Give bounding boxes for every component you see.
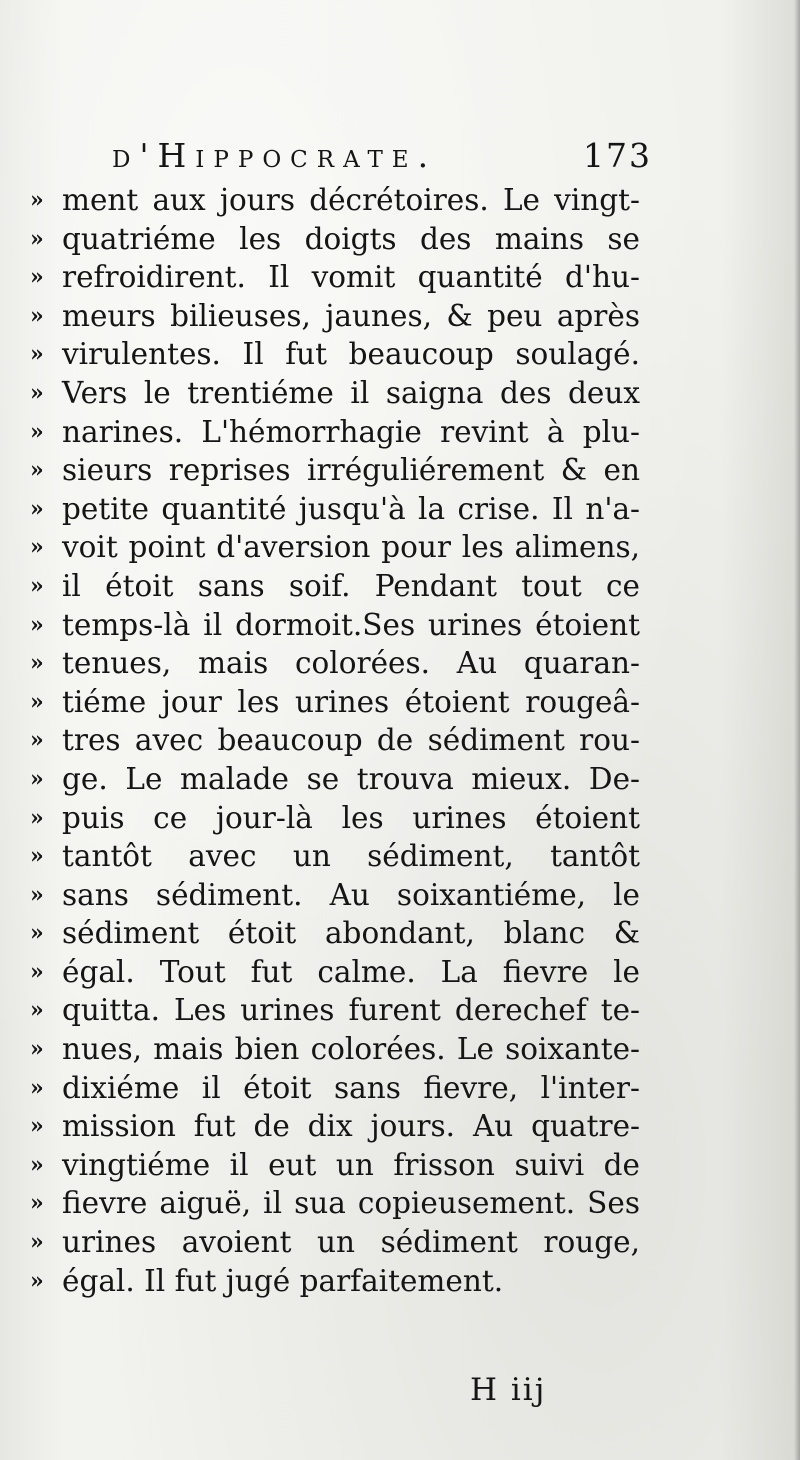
text-line: [30, 1262, 640, 1301]
quotation-mark: »: [30, 804, 44, 831]
quotation-mark: »: [30, 264, 44, 291]
quotation-mark: »: [30, 418, 44, 445]
quotation-mark: »: [30, 1113, 44, 1140]
text-line: [30, 567, 640, 606]
quotation-mark: »: [30, 920, 44, 947]
text-line: [30, 413, 640, 452]
text-line: [30, 528, 640, 567]
quotation-mark: »: [30, 302, 44, 329]
line-text: narines. L'hémorrhagie revint à plu-: [62, 414, 640, 449]
text-line: [30, 1146, 640, 1185]
text-line: [30, 953, 640, 992]
quotation-mark: »: [30, 572, 44, 599]
text-line: [30, 1030, 640, 1069]
text-line: [30, 490, 640, 529]
line-text: quatriéme les doigts des mains se: [62, 221, 640, 256]
quotation-mark: »: [30, 765, 44, 792]
running-header: [112, 136, 652, 176]
text-line: [30, 683, 640, 722]
running-title: d'Hippocrate.: [112, 136, 438, 175]
text-line: [30, 1069, 640, 1108]
line-text: vingtiéme il eut un frisson suivi de: [62, 1147, 640, 1182]
line-text: voit point d'aversion pour les alimens,: [62, 530, 640, 565]
line-text: urines avoient un sédiment rouge,: [62, 1225, 640, 1260]
line-text: temps-là il dormoit.Ses urines étoient: [62, 607, 640, 642]
line-text: sieurs reprises irréguliérement & en: [62, 453, 640, 488]
quotation-mark: »: [30, 997, 44, 1024]
page-edge-shadow: [794, 0, 800, 1460]
line-text: sédiment étoit abondant, blanc &: [62, 916, 640, 951]
text-line: [30, 721, 640, 760]
line-text: il étoit sans soif. Pendant tout ce: [62, 568, 640, 603]
quotation-mark: »: [30, 1074, 44, 1101]
line-text: égal. Il fut jugé parfaitement.: [62, 1263, 504, 1298]
text-line: [30, 220, 640, 259]
quotation-mark: »: [30, 611, 44, 638]
quotation-mark: »: [30, 1151, 44, 1178]
text-line: [30, 1223, 640, 1262]
line-text: Vers le trentiéme il saigna des deux: [62, 375, 640, 410]
quotation-mark: »: [30, 1036, 44, 1063]
line-text: tantôt avec un sédiment, tantôt: [62, 839, 640, 874]
text-line: [30, 991, 640, 1030]
line-text: tiéme jour les urines étoient rougeâ-: [62, 684, 640, 719]
quotation-mark: »: [30, 534, 44, 561]
text-line: [30, 760, 640, 799]
text-line: [30, 181, 640, 220]
text-line: [30, 837, 640, 876]
line-text: égal. Tout fut calme. La fievre le: [62, 954, 640, 989]
line-text: virulentes. Il fut beaucoup soulagé.: [62, 337, 640, 372]
quotation-mark: »: [30, 495, 44, 522]
line-text: puis ce jour-là les urines étoient: [62, 800, 640, 835]
quotation-mark: »: [30, 187, 44, 213]
text-line: [30, 644, 640, 683]
line-text: ment aux jours décrétoires. Le vingt-: [62, 183, 640, 217]
text-line: [30, 876, 640, 915]
quotation-mark: »: [30, 1190, 44, 1217]
quotation-mark: »: [30, 457, 44, 484]
line-text: tres avec beaucoup de sédiment rou-: [62, 723, 640, 758]
quotation-mark: »: [30, 843, 44, 870]
text-line: [30, 451, 640, 490]
line-text: quitta. Les urines furent derechef te-: [62, 993, 640, 1028]
text-line: [30, 1184, 640, 1223]
line-text: refroidirent. Il vomit quantité d'hu-: [62, 260, 640, 295]
quotation-mark: »: [30, 688, 44, 715]
quotation-mark: »: [30, 1229, 44, 1256]
signature-mark: H iij: [470, 1372, 547, 1408]
text-line: [30, 799, 640, 838]
line-text: mission fut de dix jours. Au quatre-: [62, 1109, 640, 1144]
quotation-mark: »: [30, 958, 44, 985]
line-text: nues, mais bien colorées. Le soixante-: [62, 1032, 640, 1067]
quotation-mark: »: [30, 341, 44, 368]
text-line: [30, 914, 640, 953]
text-line: [30, 258, 640, 297]
text-line: [30, 1107, 640, 1146]
line-text: ge. Le malade se trouva mieux. De-: [62, 761, 640, 796]
text-line: [30, 335, 640, 374]
page-number: 173: [583, 136, 652, 175]
line-text: tenues, mais colorées. Au quaran-: [62, 646, 640, 681]
quotation-mark: »: [30, 379, 44, 406]
quotation-mark: »: [30, 881, 44, 908]
text-line: [30, 297, 640, 336]
quotation-mark: »: [30, 1267, 44, 1294]
line-text: sans sédiment. Au soixantiéme, le: [62, 877, 640, 912]
quotation-mark: »: [30, 727, 44, 754]
body-text: [30, 181, 640, 1300]
quotation-mark: »: [30, 650, 44, 677]
text-line: [30, 606, 640, 645]
quotation-mark: »: [30, 225, 44, 252]
line-text: dixiéme il étoit sans fievre, l'inter-: [62, 1070, 640, 1105]
line-text: petite quantité jusqu'à la crise. Il n'a-: [62, 491, 640, 526]
line-text: meurs bilieuses, jaunes, & peu après: [62, 298, 640, 333]
line-text: fievre aiguë, il sua copieusement. Ses: [62, 1186, 640, 1221]
text-line: [30, 374, 640, 413]
